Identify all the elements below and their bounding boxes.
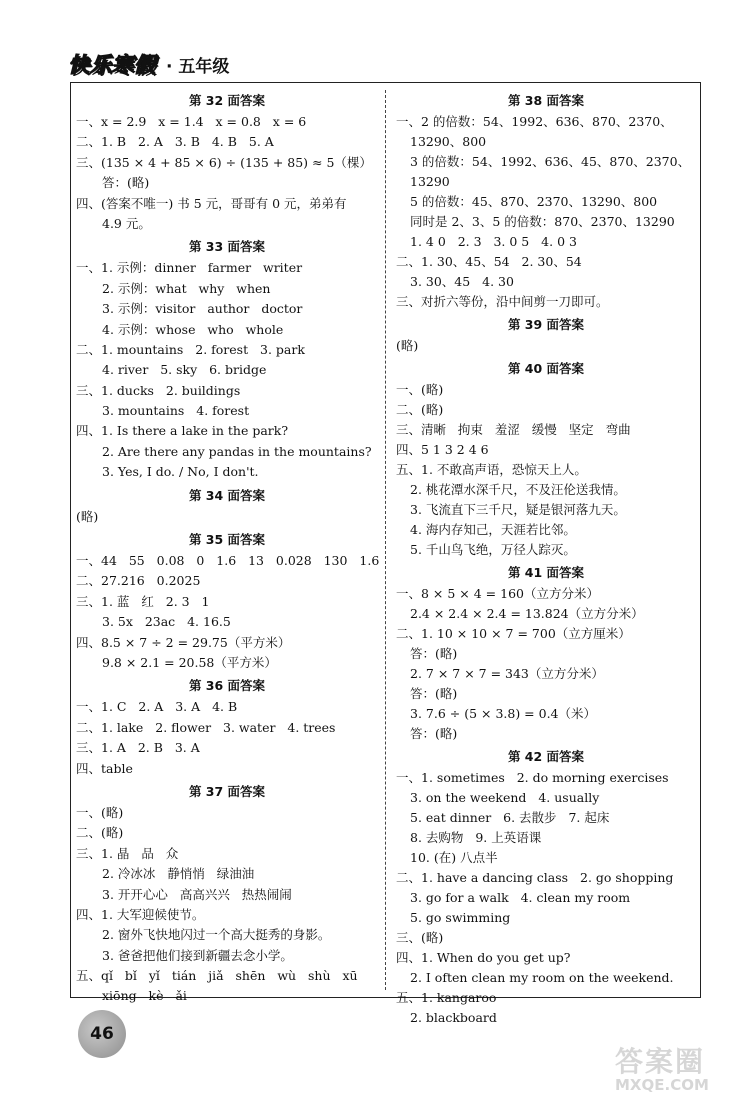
answer-line: 4.9 元。 [102, 215, 151, 231]
answer-line: 2. 示例：what why when [102, 280, 271, 296]
watermark-logo-text: 答案圈 [615, 1045, 706, 1078]
answer-line: 2. I often clean my room on the weekend. [410, 970, 674, 985]
answer-line: 五、1. 不敢高声语，恐惊天上人。 [396, 462, 587, 477]
answer-line: 3. 7.6 ÷ (5 × 3.8) = 0.4（米） [410, 706, 597, 721]
answer-line: 3. 5x 23ac 4. 16.5 [102, 614, 231, 630]
answer-line: 三、1. ducks 2. buildings [76, 382, 241, 398]
section-heading: 第 34 面答案 [188, 487, 266, 503]
answer-line: 二、(略) [396, 402, 444, 417]
answer-line: 一、x = 2.9 x = 1.4 x = 0.8 x = 6 [76, 114, 307, 129]
column-divider [385, 90, 386, 990]
answer-line: 一、44 55 0.08 0 1.6 13 0.028 130 1.6 [76, 553, 380, 569]
answer-line: 答：(略) [410, 646, 458, 661]
answer-line: 3. Yes, I do. / No, I don't. [102, 464, 259, 480]
answer-line: 答：(略) [102, 175, 150, 191]
section-heading: 第 35 面答案 [188, 532, 266, 548]
answer-line: 9.8 × 2.1 = 20.58（平方米） [102, 654, 277, 670]
answer-line: 一、(略) [396, 382, 444, 397]
answer-line: 4. river 5. sky 6. bridge [102, 362, 267, 378]
section-heading: 第 42 面答案 [507, 749, 585, 764]
answer-line: 答：(略) [410, 686, 458, 701]
answer-line: 三、1. A 2. B 3. A [76, 740, 200, 756]
answer-line: 三、清晰 拘束 羞涩 缓慢 坚定 弯曲 [396, 422, 631, 437]
answer-line: 一、1. C 2. A 3. A 4. B [76, 699, 238, 715]
answer-line: 五、1. kangaroo [396, 990, 497, 1005]
answer-line: 5. eat dinner 6. 去散步 7. 起床 [410, 810, 610, 825]
answer-line: 5. go swimming [410, 910, 511, 925]
section-heading: 第 32 面答案 [188, 93, 266, 108]
answer-line: 3. 飞流直下三千尺，疑是银河落九天。 [410, 502, 626, 517]
answer-line: 2. Are there any pandas in the mountains? [102, 443, 372, 459]
answer-line: 3. 开开心心 高高兴兴 热热闹闹 [102, 886, 292, 902]
answer-line: 一、1. 示例：dinner farmer writer [76, 260, 303, 276]
answer-line: 三、1. 晶 品 众 [76, 845, 179, 861]
answer-line: 二、1. lake 2. flower 3. water 4. trees [76, 719, 336, 735]
section-heading: 第 39 面答案 [507, 317, 585, 332]
section-heading: 第 41 面答案 [507, 565, 585, 580]
answer-line: 二、1. B 2. A 3. B 4. B 5. A [76, 134, 274, 150]
left-column [76, 88, 378, 1007]
right-column [396, 88, 696, 1028]
series-logo: 快乐寒假 [68, 53, 156, 77]
answer-line: xiōng kè ǎi [102, 988, 187, 1004]
answer-line: 4. 示例：whose who whole [102, 321, 284, 337]
answer-line: 5 的倍数：45、870、2370、13290、800 [410, 194, 658, 209]
answer-line: (略) [396, 338, 419, 353]
answer-line: 3. 爸爸把他们接到新疆去念小学。 [102, 947, 293, 963]
answer-line: 一、8 × 5 × 4 = 160（立方分米） [396, 586, 599, 601]
answer-line: 3 的倍数：54、1992、636、45、870、2370、 [410, 154, 691, 169]
answer-line: 2. 冷冰冰 静悄悄 绿油油 [102, 866, 255, 882]
answer-line: 3. on the weekend 4. usually [410, 790, 600, 805]
answer-line: 二、1. have a dancing class 2. go shopping [396, 870, 674, 885]
answer-line: 一、1. sometimes 2. do morning exercises [396, 770, 669, 785]
answer-line: 8. 去购物 9. 上英语课 [410, 830, 542, 845]
watermark-url: MXQE.COM [615, 1076, 709, 1094]
section-heading: 第 37 面答案 [188, 783, 266, 799]
page-number: 46 [90, 1024, 114, 1044]
answer-line: 二、27.216 0.2025 [76, 573, 201, 589]
answer-line: 2. blackboard [410, 1010, 497, 1025]
answer-line: 1. 4 0 2. 3 3. 0 5 4. 0 3 [410, 234, 577, 249]
page-header [68, 46, 229, 82]
answer-line: 3. go for a walk 4. clean my room [410, 890, 631, 905]
answer-line: 四、1. 大军迎候使节。 [76, 906, 205, 922]
answer-line: 四、1. Is there a lake in the park? [76, 423, 289, 439]
answer-line: 3. 示例：visitor author doctor [102, 301, 303, 317]
page-number-badge [78, 1010, 126, 1058]
answer-line: 三、1. 蓝 红 2. 3 1 [76, 593, 210, 609]
grade-label: · 五年级 [166, 56, 230, 77]
answer-line: 3. 30、45 4. 30 [410, 274, 514, 289]
answer-line: 二、(略) [76, 825, 124, 841]
section-heading: 第 36 面答案 [188, 678, 266, 694]
answer-line: 13290、800 [410, 134, 487, 149]
answer-line: 2. 桃花潭水深千尺，不及汪伦送我情。 [410, 482, 626, 497]
answer-line: 二、1. mountains 2. forest 3. park [76, 341, 305, 357]
answer-line: 2. 窗外飞快地闪过一个高大挺秀的身影。 [102, 927, 331, 943]
answer-line: 10. (在) 八点半 [410, 850, 498, 865]
answer-line: 2. 7 × 7 × 7 = 343（立方分米） [410, 666, 604, 681]
answer-line: 三、对折六等份，沿中间剪一刀即可。 [396, 294, 609, 309]
answer-line: 三、(略) [396, 930, 444, 945]
answer-line: 一、2 的倍数：54、1992、636、870、2370、 [396, 114, 673, 129]
answer-line: 二、1. 30、45、54 2. 30、54 [396, 254, 582, 269]
answer-line: 四、8.5 × 7 ÷ 2 = 29.75（平方米） [76, 634, 291, 650]
answer-line: 二、1. 10 × 10 × 7 = 700（立方厘米） [396, 626, 631, 641]
answer-line: 四、5 1 3 2 4 6 [396, 442, 489, 457]
answer-line: 4. 海内存知己，天涯若比邻。 [410, 522, 576, 537]
answer-line: 一、(略) [76, 804, 124, 820]
answer-line: 五、qǐ bǐ yǐ tián jiǎ shēn wù shù xū [76, 968, 358, 984]
answer-line: 2.4 × 2.4 × 2.4 = 13.824（立方分米） [410, 606, 644, 621]
answer-line: 三、(135 × 4 + 85 × 6) ÷ (135 + 85) ≈ 5（棵） [76, 154, 372, 170]
section-heading: 第 33 面答案 [188, 239, 266, 255]
answer-line: 四、table [76, 760, 133, 776]
section-heading: 第 38 面答案 [507, 93, 585, 108]
answer-line: 答：(略) [410, 726, 458, 741]
answer-line: 13290 [410, 174, 450, 189]
answer-line: 四、1. When do you get up? [396, 950, 571, 965]
section-heading: 第 40 面答案 [507, 361, 585, 376]
answer-line: 同时是 2、3、5 的倍数：870、2370、13290 [410, 214, 675, 229]
answer-line: (略) [76, 508, 99, 524]
answer-line: 四、(答案不唯一) 书 5 元，哥哥有 0 元，弟弟有 [76, 195, 347, 211]
answer-line: 5. 千山鸟飞绝，万径人踪灭。 [410, 542, 576, 557]
answer-line: 3. mountains 4. forest [102, 403, 250, 419]
watermark [615, 1040, 750, 1100]
